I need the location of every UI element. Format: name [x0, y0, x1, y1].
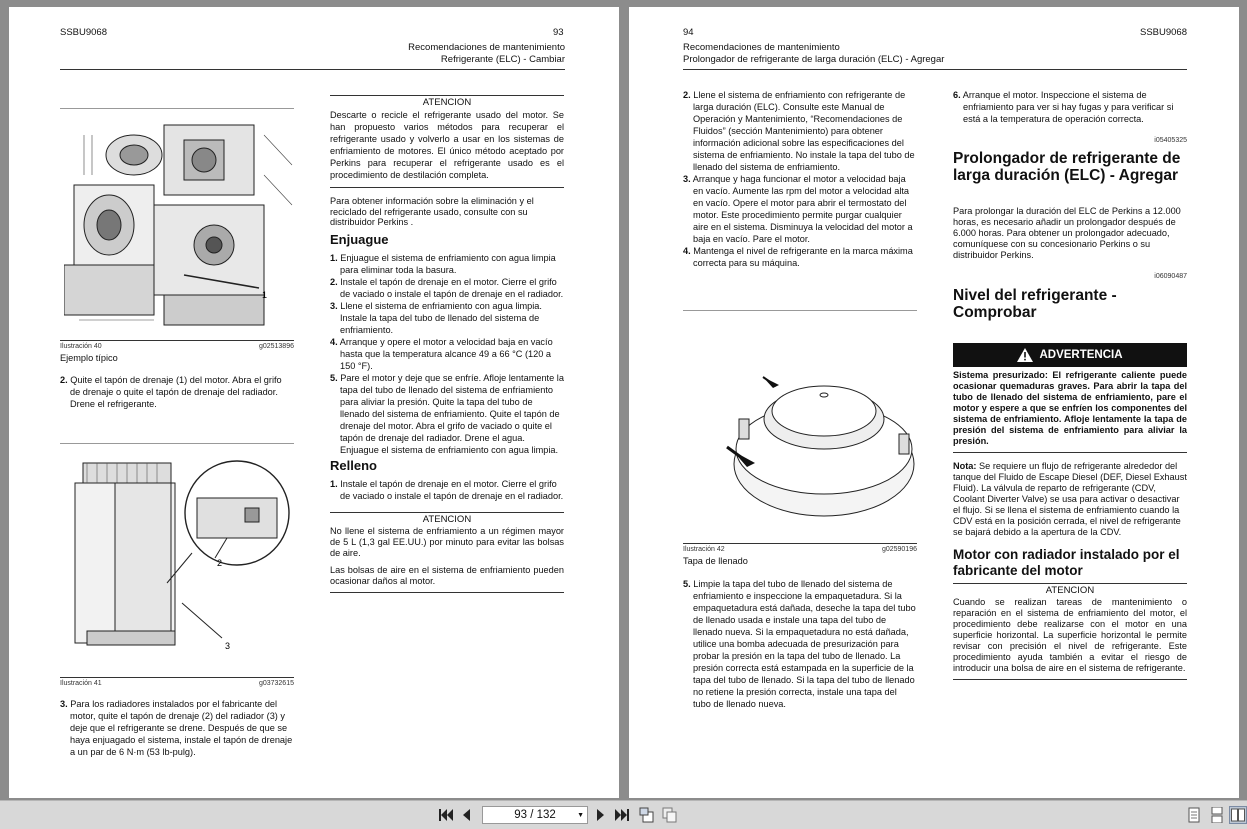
warning-banner: [953, 343, 1187, 367]
attention2-title: ATENCION: [422, 513, 472, 525]
flush-step-1: Enjuague el sistema de enfriamiento con agua limpia para eliminar toda la basura.: [340, 252, 556, 275]
step5-text: Limpie la tapa del tubo de llenado del sistema de enfriamiento e inspeccione la empaquetadura. Si la empaquetadura está dañada, deseche la tapa del tubo de llenado usada e instale una tapa del tubo de llenado nueva. Si la empaquetadura no está dañada, utilice una bomba adecuada de presurización para probar la presión en la tapa del tubo de llenado. La presión correcta está estampada en la superficie de la tapa del tubo de llenado. Si la tapa del tubo de llenado no retiene la presión correcta, instale una tapa del tubo de llenado nueva.: [693, 579, 916, 709]
first-page-icon[interactable]: [437, 806, 455, 824]
step5-block: 5. Limpie la tapa del tubo de llenado del sistema de enfriamiento e inspeccione la empaquetadura. Si la empaquetadura está dañada, deseche la tapa del tubo de llenado usada e instale una tapa del tubo de llenado nueva. Si la empaquetadura no está dañada, utilice una bomba adecuada de presurización para probar la presión en la tapa del tubo de llenado. La presión correcta está estampada en la superficie de la tapa del tubo de llenado. Si la tapa del tubo de llenado no retiene la presión correcta, instale una tapa del tubo de llenado nueva.: [683, 579, 916, 709]
page-indicator: 93 / 132: [514, 809, 556, 821]
flush-step-3: Llene el sistema de enfriamiento con agua limpia. Instale la tapa del tubo de llenado del sistema de enfriamiento.: [340, 300, 542, 335]
fig41-caption-block: [60, 677, 294, 687]
header-line2: Refrigerante (ELC) - Cambiar: [440, 54, 565, 65]
fig40-code: g02513896: [258, 343, 294, 350]
attention1-text: Descarte o recicle el refrigerante usado del motor. Se han propuesto varios métodos para recuperar el refrigerante usado y volverlo a usar en los sistemas de enfriamiento de motores. El único método aceptado por Perkins para recuperar el refrigerante usado es el procedimiento de destilación completa.: [330, 110, 564, 180]
step2-text: Quite el tapón de drenaje (1) del motor. Abra el grifo de drenaje o quite el tapón de drenaje del radiador.: [70, 375, 282, 397]
copy-icon[interactable]: [661, 806, 679, 824]
continuous-view-icon[interactable]: [1208, 806, 1226, 824]
filler-cap-illustration: [719, 359, 919, 529]
engine-illustration: [64, 115, 294, 337]
attention2-text2: Las bolsas de aire en el sistema de enfriamiento pueden ocasionar daños al motor.: [330, 564, 564, 586]
left-page: [9, 7, 619, 798]
flush-step-2: Instale el tapón de drenaje en el motor. Cierre el grifo de vaciado o instale el tapón de drenaje en el radiador.: [340, 276, 564, 299]
fig42-code: g02590196: [881, 546, 917, 553]
rotate-icon[interactable]: [638, 806, 656, 824]
radiator-heading: Motor con radiador instalado por el fabricante del motor: [953, 547, 1180, 578]
step3-text: Para los radiadores instalados por el fabricante del motor, quite el tapón de drenaje (2) del radiador (3) y deje que el refrigerante se drene. Después de que se haya enjuagado el sistema, instale el tapón de drenaje a un par de 6 N·m (53 lb-pulg).: [70, 699, 293, 757]
divider: [60, 443, 294, 444]
single-page-view-icon[interactable]: [1185, 806, 1203, 824]
warning-title: ADVERTENCIA: [1039, 349, 1123, 361]
radiator-illustration: [67, 453, 295, 653]
note-text: Se requiere un flujo de refrigerante alrededor del tanque del Fluido de Escape Diesel (DEF, Diesel Exhaust Fluid). La válvula de reparto de refrigerante (CDV, Coolant Diverter Valve) se usa para activar o desactivar el flujo. Si se llena el sistema de enfriamiento cuando la CDV está en la posición cerrada, el nivel de refrigerante se bajará debido a la apertura de la CDV.: [953, 461, 1187, 537]
header-line2: Prolongador de refrigerante de larga duración (ELC) - Agregar: [683, 54, 945, 65]
doc-code: SSBU9068: [1139, 27, 1187, 38]
doc-code: SSBU9068: [60, 27, 108, 38]
divider: [683, 310, 917, 311]
fill-step-1: Instale el tapón de drenaje en el motor. Cierre el grifo de vaciado o instale el tapón de drenaje en el radiador.: [340, 478, 564, 501]
last-page-icon[interactable]: [613, 806, 631, 824]
fig41-code: g03732615: [258, 680, 294, 687]
ref-id-2: i06090487: [1154, 273, 1187, 280]
attention2-text: No llene el sistema de enfriamiento a un régimen mayor de 5 L (1,3 gal EE.UU.) por minuto para evitar las bolsas de aire.: [330, 525, 564, 558]
prev-page-icon[interactable]: [458, 806, 476, 824]
fig41-label: Ilustración 41: [60, 680, 102, 687]
next-page-icon[interactable]: [591, 806, 609, 824]
elc-text: Para prolongar la duración del ELC de Perkins a 12.000 horas, es necesario añadir un prolongador después de 6.000 horas. Para obtener un prolongador adecuado, comuníquese con su concesionario Perkins o su distribuidor Perkins.: [953, 206, 1181, 260]
step3-block: 3. Para los radiadores instalados por el fabricante del motor, quite el tapón de drenaje (2) del radiador (3) y deje que el refrigerante se drene. Después de que se haya enjuagado el sistema, instale el tapón de drenaje a un par de 6 N·m (53 lb-pulg).: [60, 699, 293, 757]
flush-step-4: Arranque y opere el motor a velocidad baja en vacío hasta que la temperatura alcance 49 a 66 °C (120 a 150 °F).: [339, 336, 553, 371]
step-3: Arranque y haga funcionar el motor a velocidad baja en vacío. Aumente las rpm del motor a velocidad alta en vacío. Opere el motor para abrir el termostato del motor. Este procedimiento permite purgar cualquier aire en el sistema. Disminuya la velocidad del motor a baja en vacío. Pare el motor.: [692, 174, 913, 244]
header-line1: Recomendaciones de mantenimiento: [683, 42, 840, 53]
page-number-input[interactable]: [482, 806, 588, 824]
flush-heading: Enjuague: [330, 231, 389, 247]
steps-a-block: 2. Llene el sistema de enfriamiento con refrigerante de larga duración (ELC). Consulte este Manual de Operación y Mantenimiento, “Recomendaciones de Fluidos” (sección Mantenimiento) para obtener información adicional sobre las especificaciones del sistema de enfriamiento. No instale la tapa del tubo de llenado del sistema de enfriamiento. 3. Arranque y haga funcionar el motor a velocidad baja en vacío. Aumente las rpm del motor a velocidad alta en vacío. Opere el motor para abrir el termostato del motor. Este procedimiento permite purgar cualquier aire en el sistema. Disminuya la velocidad del motor a baja en vacío. Pare el motor. 4. Mantenga el nivel de refrigerante en la marca máxima correcta para su máquina.: [683, 90, 915, 268]
callout-1: 1: [262, 290, 268, 300]
right-page: [629, 7, 1239, 798]
step-4: Mantenga el nivel de refrigerante en la marca máxima correcta para su máquina.: [693, 246, 913, 268]
page-number: 94: [683, 27, 694, 38]
right-page-right-column: 6. Arranque el motor. Inspeccione el sistema de enfriamiento para ver si hay fugas y para verificar si está a la temperatura de operación correcta. i05405325 Prolongador de refrigerante de larga duración (ELC) - Agregar Para prolongar la duración del ELC de Perkins a 12.000 horas, es necesario añadir un prolongador después de 6.000 horas. Para obtener un prolongador adecuado, comuníquese con su concesionario Perkins o su distribuidor Perkins. i06090487 Nivel del refrigerante - Comprobar ADVERTENCIA Sistema presurizado: El refrigerante caliente puede ocasionar quemaduras graves. Para abrir la tapa del tubo de llenado del sistema de enfriamiento, pare el motor y espere a que se enfríen los componentes del sistema de enfriamiento. Afloje lentamente la tapa de presión del sistema de enfriamiento para aliviar la presión. Nota: Se requiere un flujo de refrigerante alrededor del tanque del Fluido de Escape Diesel (DEF, Diesel Exhaust Fluid). La válvula de reparto de refrigerante (CDV, Coolant Diverter Valve) se usa para activar o desactivar el flujo. Si se llena el sistema de enfriamiento cuando la CDV está en la posición cerrada, el nivel de refrigerante se bajará debido a la apertura de la CDV. Motor con radiador instalado por el fabricante del motor ATENCION Cuando se realizan tareas de mantenimiento o reparación en el sistema de enfriamiento del motor, el procedimiento debe realizarse con el motor en una superficie horizontal. La superficie horizontal le permite revisar con precisión el nivel de refrigerante. Este procedimiento ayuda también a evitar el riesgo de introducir una bolsa de aire en el sistema de refrigerante.: [953, 89, 1187, 680]
ref-id-1: i05405325: [1154, 137, 1187, 144]
fill-heading: Relleno: [330, 457, 377, 473]
disposal-text: Para obtener información sobre la eliminación y el reciclado del refrigerante usado, consulte con su distribuidor Perkins .: [330, 196, 534, 227]
callout-3: 3: [225, 641, 231, 651]
fig40-caption-block: [60, 340, 294, 363]
chevron-down-icon[interactable]: ▼: [577, 811, 584, 819]
warning-text: Sistema presurizado: El refrigerante caliente puede ocasionar quemaduras graves. Para abrir la tapa del tubo de llenado del sistema de enfriamiento, pare el motor y espere a que se enfríen los componentes del sistema de enfriamiento. Afloje lentamente la tapa de presión del sistema de enfriamiento para aliviar la presión.: [953, 370, 1187, 446]
step6-text: Arranque el motor. Inspeccione el sistema de enfriamiento para ver si hay fugas y para verificar si está a la temperatura de operación correcta.: [962, 90, 1174, 124]
fig42-caption-block: [683, 543, 917, 566]
viewer-toolbar: [0, 800, 1247, 829]
header-rule: [60, 69, 565, 70]
left-page-right-column: ATENCION Descarte o recicle el refrigerante usado del motor. Se han propuesto varios métodos para recuperar el refrigerante usado y volverlo a usar en los sistemas de enfriamiento de motores. El único método aceptado por Perkins para recuperar el refrigerante usado es el procedimiento de destilación completa. Para obtener información sobre la eliminación y el reciclado del refrigerante usado, consulte con su distribuidor Perkins . Enjuague 1. Enjuague el sistema de enfriamiento con agua limpia para eliminar toda la basura. 2. Instale el tapón de drenaje en el motor. Cierre el grifo de vaciado o instale el tapón de drenaje en el radiador. 3. Llene el sistema de enfriamiento con agua limpia. Instale la tapa del tubo de llenado del sistema de enfriamiento. 4. Arranque y opere el motor a velocidad baja en vacío hasta que la temperatura alcance 49 a 66 °C (120 a 150 °F). 5. Pare el motor y deje que se enfríe. Afloje lentamente la tapa del tubo de llenado del sistema de enfriamiento para aliviar la presión. Quite la tapa del tubo de llenado del sistema de enfriamiento. Quite el tapón de drenaje del motor. Abra el grifo de vaciado o quite el tapón de drenaje del radiador. Drene el agua. Enjuague el sistema de enfriamiento con agua limpia. Relleno 1. Instale el tapón de drenaje en el motor. Cierre el grifo de vaciado o instale el tapón de drenaje en el radiador. ATENCION No llene el sistema de enfriamiento a un régimen mayor de 5 L (1,3 gal EE.UU.) por minuto para evitar las bolsas de aire. Las bolsas de aire en el sistema de enfriamiento pueden ocasionar daños al motor.: [330, 95, 564, 593]
step2-block: 2. Quite el tapón de drenaje (1) del motor. Abra el grifo de drenaje o quite el tapón de drenaje del radiador. Drene el refrigerante.: [60, 374, 294, 410]
page-number: 93: [553, 27, 564, 38]
divider: [60, 108, 294, 109]
step-2: Llene el sistema de enfriamiento con refrigerante de larga duración (ELC). Consulte este Manual de Operación y Mantenimiento, “Recomendaciones de Fluidos” (sección Mantenimiento) para obtener información adicional sobre las especificaciones del sistema de enfriamiento. No instale la tapa del tubo de llenado del sistema de enfriamiento.: [693, 90, 915, 172]
note-paragraph: [953, 461, 1187, 538]
callout-2: 2: [217, 558, 223, 568]
fig42-caption: Tapa de llenado: [683, 556, 748, 566]
elc-heading: Prolongador de refrigerante de larga duración (ELC) - Agregar: [953, 150, 1181, 184]
attention3-text: Cuando se realizan tareas de mantenimiento o reparación en el sistema de enfriamiento del motor, el procedimiento debe realizarse con el motor en una superficie horizontal. La superficie horizontal le permite revisar con precisión el nivel de refrigerante. Este procedimiento ayuda también a evitar el riesgo de introducir una bolsa de aire en el sistema de refrigerante.: [953, 597, 1187, 673]
facing-pages-view-icon[interactable]: [1229, 806, 1247, 824]
flush-step-5: Pare el motor y deje que se enfríe. Afloje lentamente la tapa del tubo de llenado del sistema de enfriamiento para aliviar la presión. Quite la tapa del tubo de llenado del sistema de enfriamiento. Quite el tapón de drenaje del motor. Abra el grifo de vaciado o quite el tapón de drenaje del radiador. Drene el agua. Enjuague el sistema de enfriamiento con agua limpia.: [340, 372, 564, 455]
fig42-label: Ilustración 42: [683, 546, 725, 553]
attention3-title: ATENCION: [1045, 585, 1095, 596]
header-rule: [683, 69, 1187, 70]
note-label: Nota:: [953, 461, 977, 471]
step2-sub: Drene el refrigerante.: [70, 399, 157, 409]
level-heading: Nivel del refrigerante - Comprobar: [953, 287, 1117, 321]
fig40-caption: Ejemplo típico: [60, 353, 118, 363]
header-line1: Recomendaciones de mantenimiento: [408, 42, 565, 53]
fig40-label: Ilustración 40: [60, 343, 102, 350]
attention1-title: ATENCION: [422, 97, 472, 108]
warning-triangle-icon: [1017, 348, 1033, 362]
